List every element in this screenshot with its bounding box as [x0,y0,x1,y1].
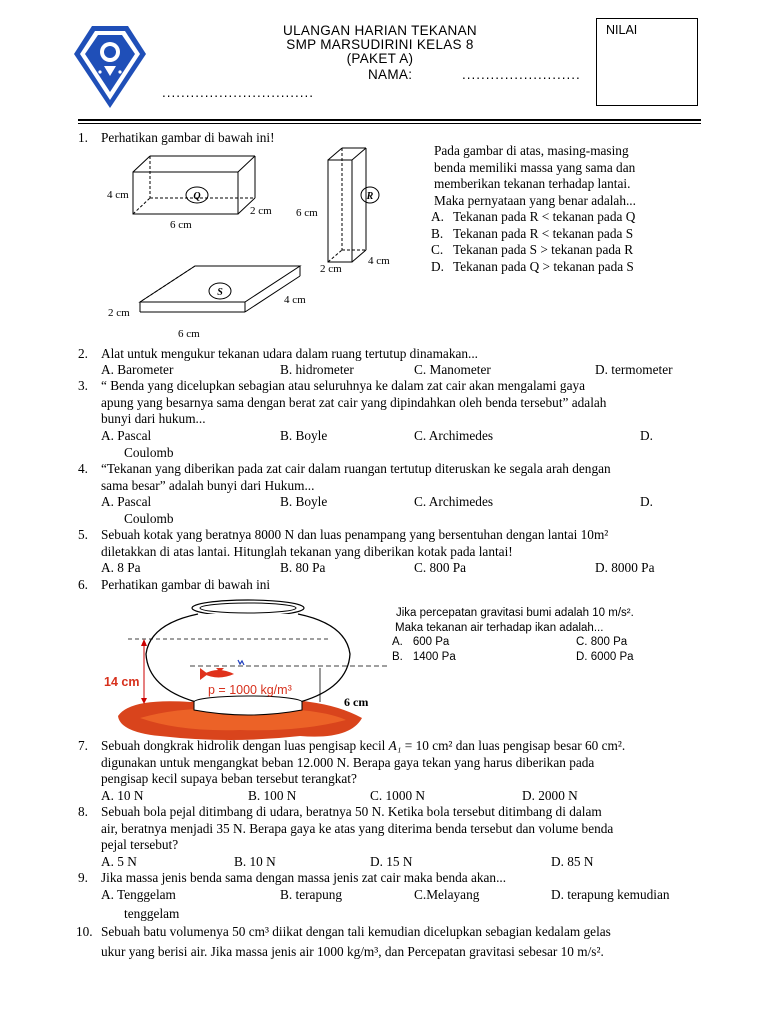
q6-option-c[interactable]: C. 800 Pa [576,636,628,648]
grade-box[interactable] [596,18,698,106]
q5-option-d[interactable]: D. 8000 Pa [595,560,655,575]
question-9: 9. Jika massa jenis benda sama dengan massa jenis zat cair maka benda akan... [78,870,507,885]
question-2: 2. Alat untuk mengukur tekanan udara dalam ruang tertutup dinamakan... [78,346,478,361]
q1-option-a[interactable]: A. Tekanan pada R < tekanan pada Q [431,209,636,224]
q3-option-d[interactable]: D. [640,428,653,443]
q6-option-a[interactable]: A. 600 Pa [392,636,450,648]
name-field-dots-continued[interactable]: ................................ [162,85,315,100]
q8-option-b[interactable]: B. 10 N [234,854,276,869]
question-number: 1. [78,130,88,145]
fishbowl-figure [100,594,390,744]
block-r-height: 6 cm [296,207,318,219]
q2-option-d[interactable]: D. termometer [595,362,673,377]
q1-figure-blocks [100,140,410,346]
q5-option-a[interactable]: A. 8 Pa [101,560,141,575]
q5-option-c[interactable]: C. 800 Pa [414,560,467,575]
q5-option-b[interactable]: B. 80 Pa [280,560,326,575]
q4-option-d-text: Coulomb [124,511,174,526]
school-logo [70,20,150,112]
depth-label: 14 cm [104,675,140,689]
q4-option-b[interactable]: B. Boyle [280,494,328,509]
q3-option-d-text: Coulomb [124,445,174,460]
q8-option-a[interactable]: A. 5 N [101,854,137,869]
q6-option-b[interactable]: B. 1400 Pa [392,651,456,663]
exam-title: ULANGAN HARIAN TEKANAN [283,23,477,38]
fish-depth-label: 6 cm [344,695,369,709]
name-label: NAMA: [368,67,413,82]
q6-option-d[interactable]: D. 6000 Pa [576,651,634,663]
q1-option-c[interactable]: C. Tekanan pada S > tekanan pada R [431,242,634,258]
q1-option-b[interactable]: B. Tekanan pada R < tekanan pada S [431,225,634,241]
q8-option-d[interactable]: D. 85 N [551,854,594,869]
q4-option-d[interactable]: D. [640,494,653,509]
q3-option-b[interactable]: B. Boyle [280,428,328,443]
question-3: 3. “ Benda yang dicelupkan sebagian atau seluruhnya ke dalam zat cair akan mengalami gaya apung yang besarnya sama dengan berat zat cair yang dipindahkan oleh benda tersebut” adalah bunyi dari hukum... [78,378,607,427]
q7-option-c[interactable]: C. 1000 N [370,788,426,803]
q7-option-a[interactable]: A. 10 N [101,788,144,803]
q2-option-b[interactable]: B. hidrometer [280,362,354,377]
block-s-label: S [217,287,223,298]
q7-option-b[interactable]: B. 100 N [248,788,297,803]
q7-option-d[interactable]: D. 2000 N [522,788,578,803]
q9-option-c[interactable]: C.Melayang [414,887,480,902]
block-q-height: 4 cm [107,189,129,201]
q2-option-a[interactable]: A. Barometer [101,362,174,377]
q9-option-b[interactable]: B. terapung [280,887,343,902]
q2-option-c[interactable]: C. Manometer [414,362,491,377]
block-q-width: 6 cm [170,219,192,231]
packet-label: (PAKET A) [346,51,414,66]
block-s-height: 2 cm [108,307,130,319]
block-s-width: 6 cm [178,328,200,340]
question-8: 8. Sebuah bola pejal ditimbang di udara, beratnya 50 N. Ketika bola tersebut ditimbang di dalam air, beratnya menjadi 35 N. Berapa gaya ke atas yang diterima benda tersebut dan volume benda pejal tersebut? [78,804,614,853]
question-text: Perhatikan gambar di bawah ini! [101,130,275,145]
q9-option-d[interactable]: D. terapung kemudian [551,887,670,902]
question-7: 7. Sebuah dongkrak hidrolik dengan luas pengisap kecil A₁ = 10 cm² dan luas pengisap besar 60 cm². digunakan untuk mengangkat beban 12.000 N. Berapa gaya tekan yang harus diberikan pada pengisap kecil supaya beban tersebut terangkat? [78,738,626,787]
q1-option-d[interactable]: D. Tekanan pada Q > tekanan pada S [431,258,634,274]
block-q-label: Q [193,191,201,202]
q9-option-a[interactable]: A. Tenggelam [101,887,176,902]
block-q-depth: 2 cm [250,205,272,217]
q1-side-text: Pada gambar di atas, masing-masing benda memiliki massa yang sama dan memberikan tekanan terhadap lantai. Maka pernyataan yang benar adalah... [434,143,636,208]
q8-option-c[interactable]: D. 15 N [370,854,413,869]
q6-side-text: Jika percepatan gravitasi bumi adalah 10 m/s². Maka tekanan air terhadap ikan adalah... [395,607,634,634]
density-label: p = 1000 kg/m³ [208,683,292,697]
question-5: 5. Sebuah kotak yang beratnya 8000 N dan luas penampang yang bersentuhan dengan lantai 10m² diletakkan di atas lantai. Hitunglah tekanan yang diberikan kotak pada lantai! [78,527,609,559]
q9-option-d-text: tenggelam [124,906,180,921]
header-divider-thin [78,123,701,124]
q4-option-c[interactable]: C. Archimedes [414,494,494,509]
header-divider [78,119,701,121]
block-s-depth: 4 cm [284,294,306,306]
school-name: SMP MARSUDIRINI KELAS 8 [286,37,474,52]
q4-option-a[interactable]: A. Pascal [101,494,152,509]
q1-options [431,209,635,275]
block-r-label: R [366,191,374,202]
q3-option-a[interactable]: A. Pascal [101,428,152,443]
q3-option-c[interactable]: C. Archimedes [414,428,494,443]
grade-label: NILAI [606,23,638,37]
question-10: 10. Sebuah batu volumenya 50 cm³ diikat dengan tali kemudian dicelupkan sebagian kedalam gelas ukur yang berisi air. Jika massa jenis air 1000 kg/m³, dan Percepatan gravitasi sebesar 10 m/s². [76,924,611,959]
block-r-depth: 4 cm [368,255,390,267]
question-4: 4. “Tekanan yang diberikan pada zat cair dalam ruangan tertutup diteruskan ke segala arah dengan sama besar” adalah bunyi dari Hukum... [78,461,611,493]
block-r-width: 2 cm [320,263,342,275]
name-field-dots[interactable]: ......................... [462,67,581,82]
question-6: 6. Perhatikan gambar di bawah ini [78,577,271,592]
